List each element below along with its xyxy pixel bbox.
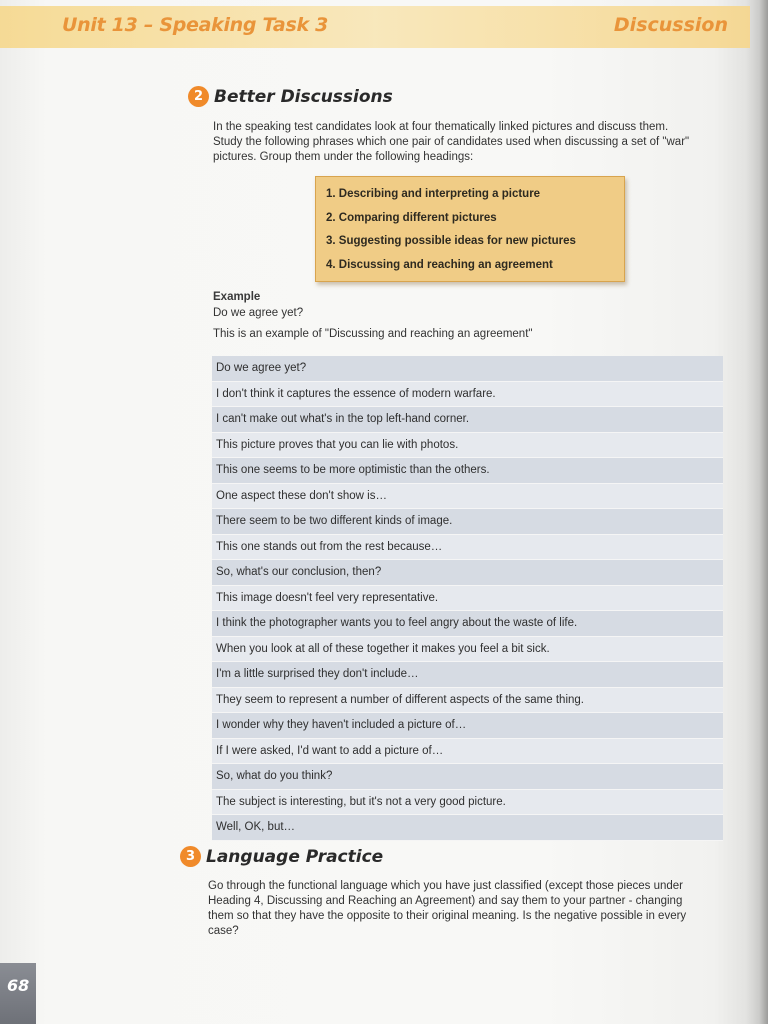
phrase-row: So, what's our conclusion, then? — [212, 560, 723, 586]
phrase-row: This picture proves that you can lie with photos. — [212, 433, 723, 459]
section-3-number-badge: 3 — [180, 846, 201, 867]
phrase-row: I wonder why they haven't included a picture of… — [212, 713, 723, 739]
phrase-row: One aspect these don't show is… — [212, 484, 723, 510]
section-2-title: Better Discussions — [214, 86, 393, 107]
section-2-intro — [213, 120, 689, 165]
example-label: Example — [213, 291, 261, 303]
section-3-title: Language Practice — [206, 846, 384, 867]
unit-title: Unit 13 – Speaking Task 3 — [62, 14, 329, 36]
page-binding-shadow — [746, 0, 768, 1024]
phrase-row: They seem to represent a number of different aspects of the same thing. — [212, 688, 723, 714]
phrase-row: When you look at all of these together it makes you feel a bit sick. — [212, 637, 723, 663]
phrase-row: I think the photographer wants you to feel angry about the waste of life. — [212, 611, 723, 637]
phrase-row: I'm a little surprised they don't include… — [212, 662, 723, 688]
body-line: case? — [208, 925, 239, 937]
heading-item: 4. Discussing and reaching an agreement — [326, 258, 553, 271]
heading-item: 1. Describing and interpreting a picture — [326, 188, 541, 200]
phrase-row: This one stands out from the rest because… — [212, 535, 723, 561]
body-line: Heading 4, Discussing and Reaching an Agreement) and say them to your partner - changing — [208, 895, 683, 907]
body-line: them so that they have the opposite to their original meaning. Is the negative possible in every — [208, 910, 687, 922]
example-phrase: Do we agree yet? — [213, 307, 304, 319]
headings-box — [315, 176, 625, 282]
intro-line: Study the following phrases which one pair of candidates used when discussing a set of "war" — [213, 136, 690, 148]
phrase-row: So, what do you think? — [212, 764, 723, 790]
phrase-row: The subject is interesting, but it's not a very good picture. — [212, 790, 723, 816]
phrase-row: There seem to be two different kinds of image. — [212, 509, 723, 535]
heading-item: 3. Suggesting possible ideas for new pictures — [326, 235, 576, 247]
section-2-number-badge: 2 — [188, 86, 209, 107]
section-3-body — [208, 879, 686, 939]
phrase-row: I don't think it captures the essence of modern warfare. — [212, 382, 723, 408]
phrase-row: I can't make out what's in the top left-hand corner. — [212, 407, 723, 433]
phrase-row: Well, OK, but… — [212, 815, 723, 841]
intro-line: pictures. Group them under the following headings: — [213, 151, 474, 163]
section-label: Discussion — [613, 14, 728, 36]
intro-line: In the speaking test candidates look at four thematically linked pictures and discuss them. — [213, 121, 669, 133]
phrase-row: This one seems to be more optimistic than the others. — [212, 458, 723, 484]
section-3-heading — [180, 846, 383, 867]
body-line: Go through the functional language which you have just classified (except those pieces under — [208, 880, 683, 892]
phrase-row: If I were asked, I'd want to add a picture of… — [212, 739, 723, 765]
example-note: This is an example of "Discussing and reaching an agreement" — [213, 328, 533, 340]
phrase-row: This image doesn't feel very representative. — [212, 586, 723, 612]
page-number: 68 — [7, 976, 30, 995]
heading-item: 2. Comparing different pictures — [326, 211, 497, 224]
section-2-heading — [188, 86, 393, 107]
phrase-table — [212, 356, 723, 841]
phrase-row: Do we agree yet? — [212, 356, 723, 382]
